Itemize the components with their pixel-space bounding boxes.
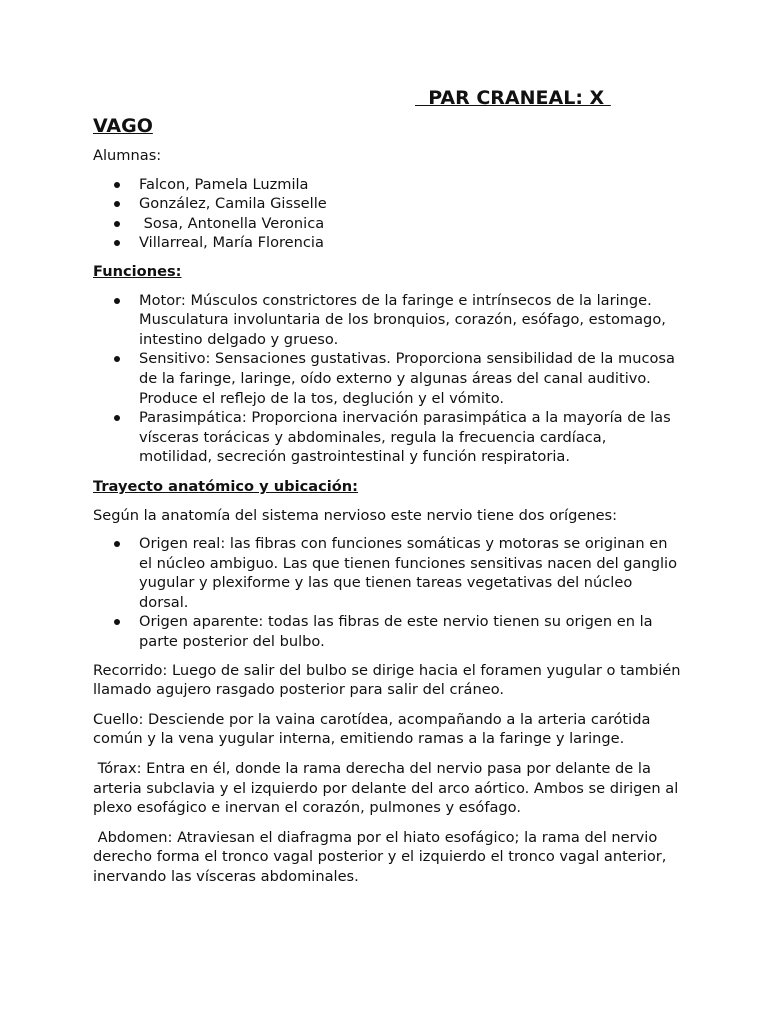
- origins-list: [93, 534, 683, 652]
- document-subtitle: VAGO: [93, 115, 153, 137]
- origin-item: Origen aparente: todas las fibras de este nervio tienen su origen en la parte posterior del bulbo.: [93, 612, 683, 651]
- paragraph-recorrido: Recorrido: Luego de salir del bulbo se dirige hacia el foramen yugular o también llamado agujero rasgado posterior para salir del cráneo.: [93, 661, 686, 699]
- document-title: PAR CRANEAL: X: [415, 87, 611, 109]
- document-page: [93, 86, 686, 887]
- student-item: Villarreal, María Florencia: [93, 233, 683, 253]
- student-item: González, Camila Gisselle: [93, 194, 683, 214]
- bullet-icon: [114, 221, 120, 227]
- origins-intro: Según la anatomía del sistema nervioso este nervio tiene dos orígenes:: [93, 506, 618, 524]
- student-item: Sosa, Antonella Veronica: [93, 214, 683, 234]
- bullet-icon: [114, 298, 120, 304]
- students-label: Alumnas:: [93, 147, 162, 164]
- functions-heading: Funciones:: [93, 262, 182, 280]
- bullet-icon: [114, 240, 120, 246]
- function-item: Parasimpática: Proporciona inervación parasimpática a la mayoría de las vísceras torácicas y abdominales, regula la frecuencia cardíaca, motilidad, secreción gastrointestinal y función respiratoria.: [93, 408, 683, 467]
- students-list: [93, 175, 683, 253]
- bullet-icon: [114, 182, 120, 188]
- student-item: Falcon, Pamela Luzmila: [93, 175, 683, 195]
- function-item: Motor: Músculos constrictores de la faringe e intrínsecos de la laringe. Musculatura involuntaria de los bronquios, corazón, esófago, estomago, intestino delgado y grueso.: [93, 291, 683, 350]
- bullet-icon: [114, 356, 120, 362]
- function-item: Sensitivo: Sensaciones gustativas. Proporciona sensibilidad de la mucosa de la faringe, laringe, oído externo y algunas áreas del canal auditivo. Produce el reflejo de la tos, deglución y el vómito.: [93, 349, 683, 408]
- origin-item: Origen real: las fibras con funciones somáticas y motoras se originan en el núcleo ambiguo. Las que tienen funciones sensitivas nacen del ganglio yugular y plexiforme y las que tienen tareas vegetativas del núcleo dorsal.: [93, 534, 683, 612]
- paragraph-cuello: Cuello: Desciende por la vaina carotídea, acompañando a la arteria carótida común y la vena yugular interna, emitiendo ramas a la faringe y laringe.: [93, 710, 656, 748]
- paragraph-abdomen: Abdomen: Atraviesan el diafragma por el hiato esofágico; la rama del nervio derecho forma el tronco vagal posterior y el izquierdo el tronco vagal anterior, inervando las vísceras abdominales.: [93, 828, 672, 885]
- path-heading: Trayecto anatómico y ubicación:: [93, 477, 358, 495]
- bullet-icon: [114, 619, 120, 625]
- functions-list: [93, 291, 683, 467]
- bullet-icon: [114, 201, 120, 207]
- bullet-icon: [114, 415, 120, 421]
- paragraph-torax: Tórax: Entra en él, donde la rama derecha del nervio pasa por delante de la arteria subclavia y el izquierdo por delante del arco aórtico. Ambos se dirigen al plexo esofágico e inervan el corazón, pulmones y esófago.: [93, 760, 683, 817]
- bullet-icon: [114, 541, 120, 547]
